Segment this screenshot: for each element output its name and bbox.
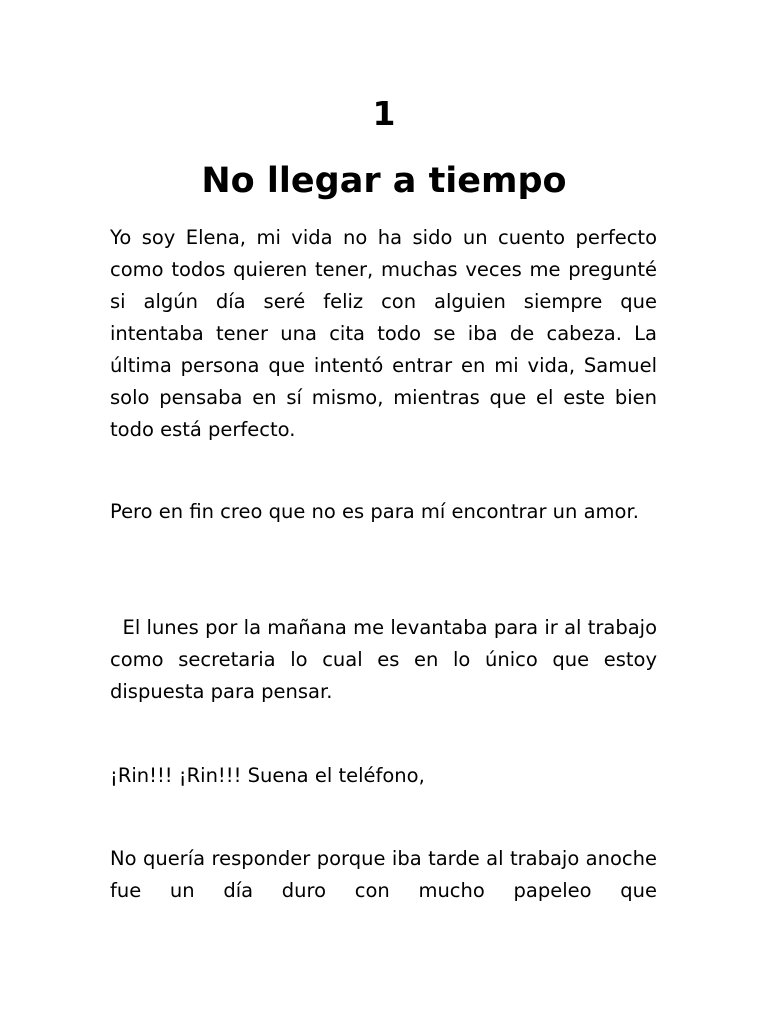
- chapter-title: No llegar a tiempo: [201, 161, 567, 201]
- paragraph-phone: ¡Rin!!! ¡Rin!!! Suena el teléfono,: [110, 764, 425, 787]
- paragraph-intro: Yo soy Elena, mi vida no ha sido un cuento perfecto como todos quieren tener, muchas veces me pregunté si algún día seré feliz con alguien siempre que intentaba tener una cita todo se iba de cabeza. La última persona que intentó entrar en mi vida, Samuel solo pensaba en sí mismo, mientras que el este bien todo está perfecto.: [110, 226, 657, 441]
- paragraph-late: No quería responder porque iba tarde al trabajo anoche fue un día duro con mucho papeleo que: [110, 847, 657, 902]
- paragraph-love: Pero en fin creo que no es para mí encontrar un amor.: [110, 500, 639, 523]
- paragraph-monday: El lunes por la mañana me levantaba para ir al trabajo como secretaria lo cual es en lo único que estoy dispuesta para pensar.: [110, 616, 657, 703]
- chapter-number: 1: [372, 94, 396, 133]
